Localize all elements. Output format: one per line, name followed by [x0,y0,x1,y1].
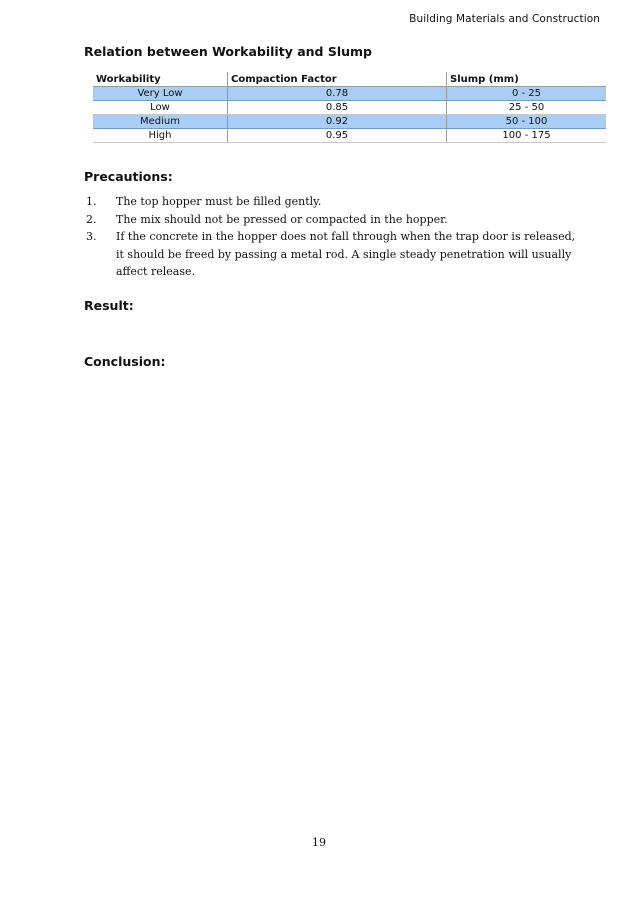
table-row [93,115,606,129]
list-item-text: The top hopper must be filled gently. [116,195,322,208]
list-item [86,228,586,281]
section-title-result: Result: [84,298,134,313]
cell-workability: High [93,129,228,143]
workability-slump-table [93,72,606,143]
column-header-workability: Workability [93,72,228,87]
column-header-compaction-factor: Compaction Factor [228,72,447,87]
table-row [93,129,606,143]
cell-slump: 0 - 25 [447,87,607,101]
cell-compaction-factor: 0.78 [228,87,447,101]
cell-workability: Low [93,101,228,115]
list-item-number: 1. [86,195,97,208]
running-header: Building Materials and Construction [409,13,600,25]
list-item-number: 2. [86,212,97,226]
list-item-number: 3. [86,230,97,243]
cell-compaction-factor: 0.92 [228,115,447,129]
cell-slump: 25 - 50 [447,101,607,115]
column-header-slump: Slump (mm) [447,72,607,87]
cell-workability: Medium [93,115,228,129]
precautions-list [86,193,586,281]
list-item [86,193,586,211]
section-title-workability-slump: Relation between Workability and Slump [84,44,372,59]
table-row [93,101,606,115]
cell-slump: 50 - 100 [447,115,607,129]
cell-compaction-factor: 0.95 [228,129,447,143]
cell-slump: 100 - 175 [447,129,607,143]
section-title-precautions: Precautions: [84,169,173,184]
table-row [93,87,606,101]
list-item-text: If the concrete in the hopper does not fall through when the trap door is released, it should be freed by passing a metal rod. A single steady penetration will usually affect release. [116,230,576,278]
table-header-row [93,72,606,87]
list-item-text: The mix should not be pressed or compacted in the hopper. [116,212,448,226]
page-number: 19 [312,836,326,849]
section-title-conclusion: Conclusion: [84,354,166,369]
cell-workability: Very Low [93,87,228,101]
list-item [86,211,586,229]
cell-compaction-factor: 0.85 [228,101,447,115]
